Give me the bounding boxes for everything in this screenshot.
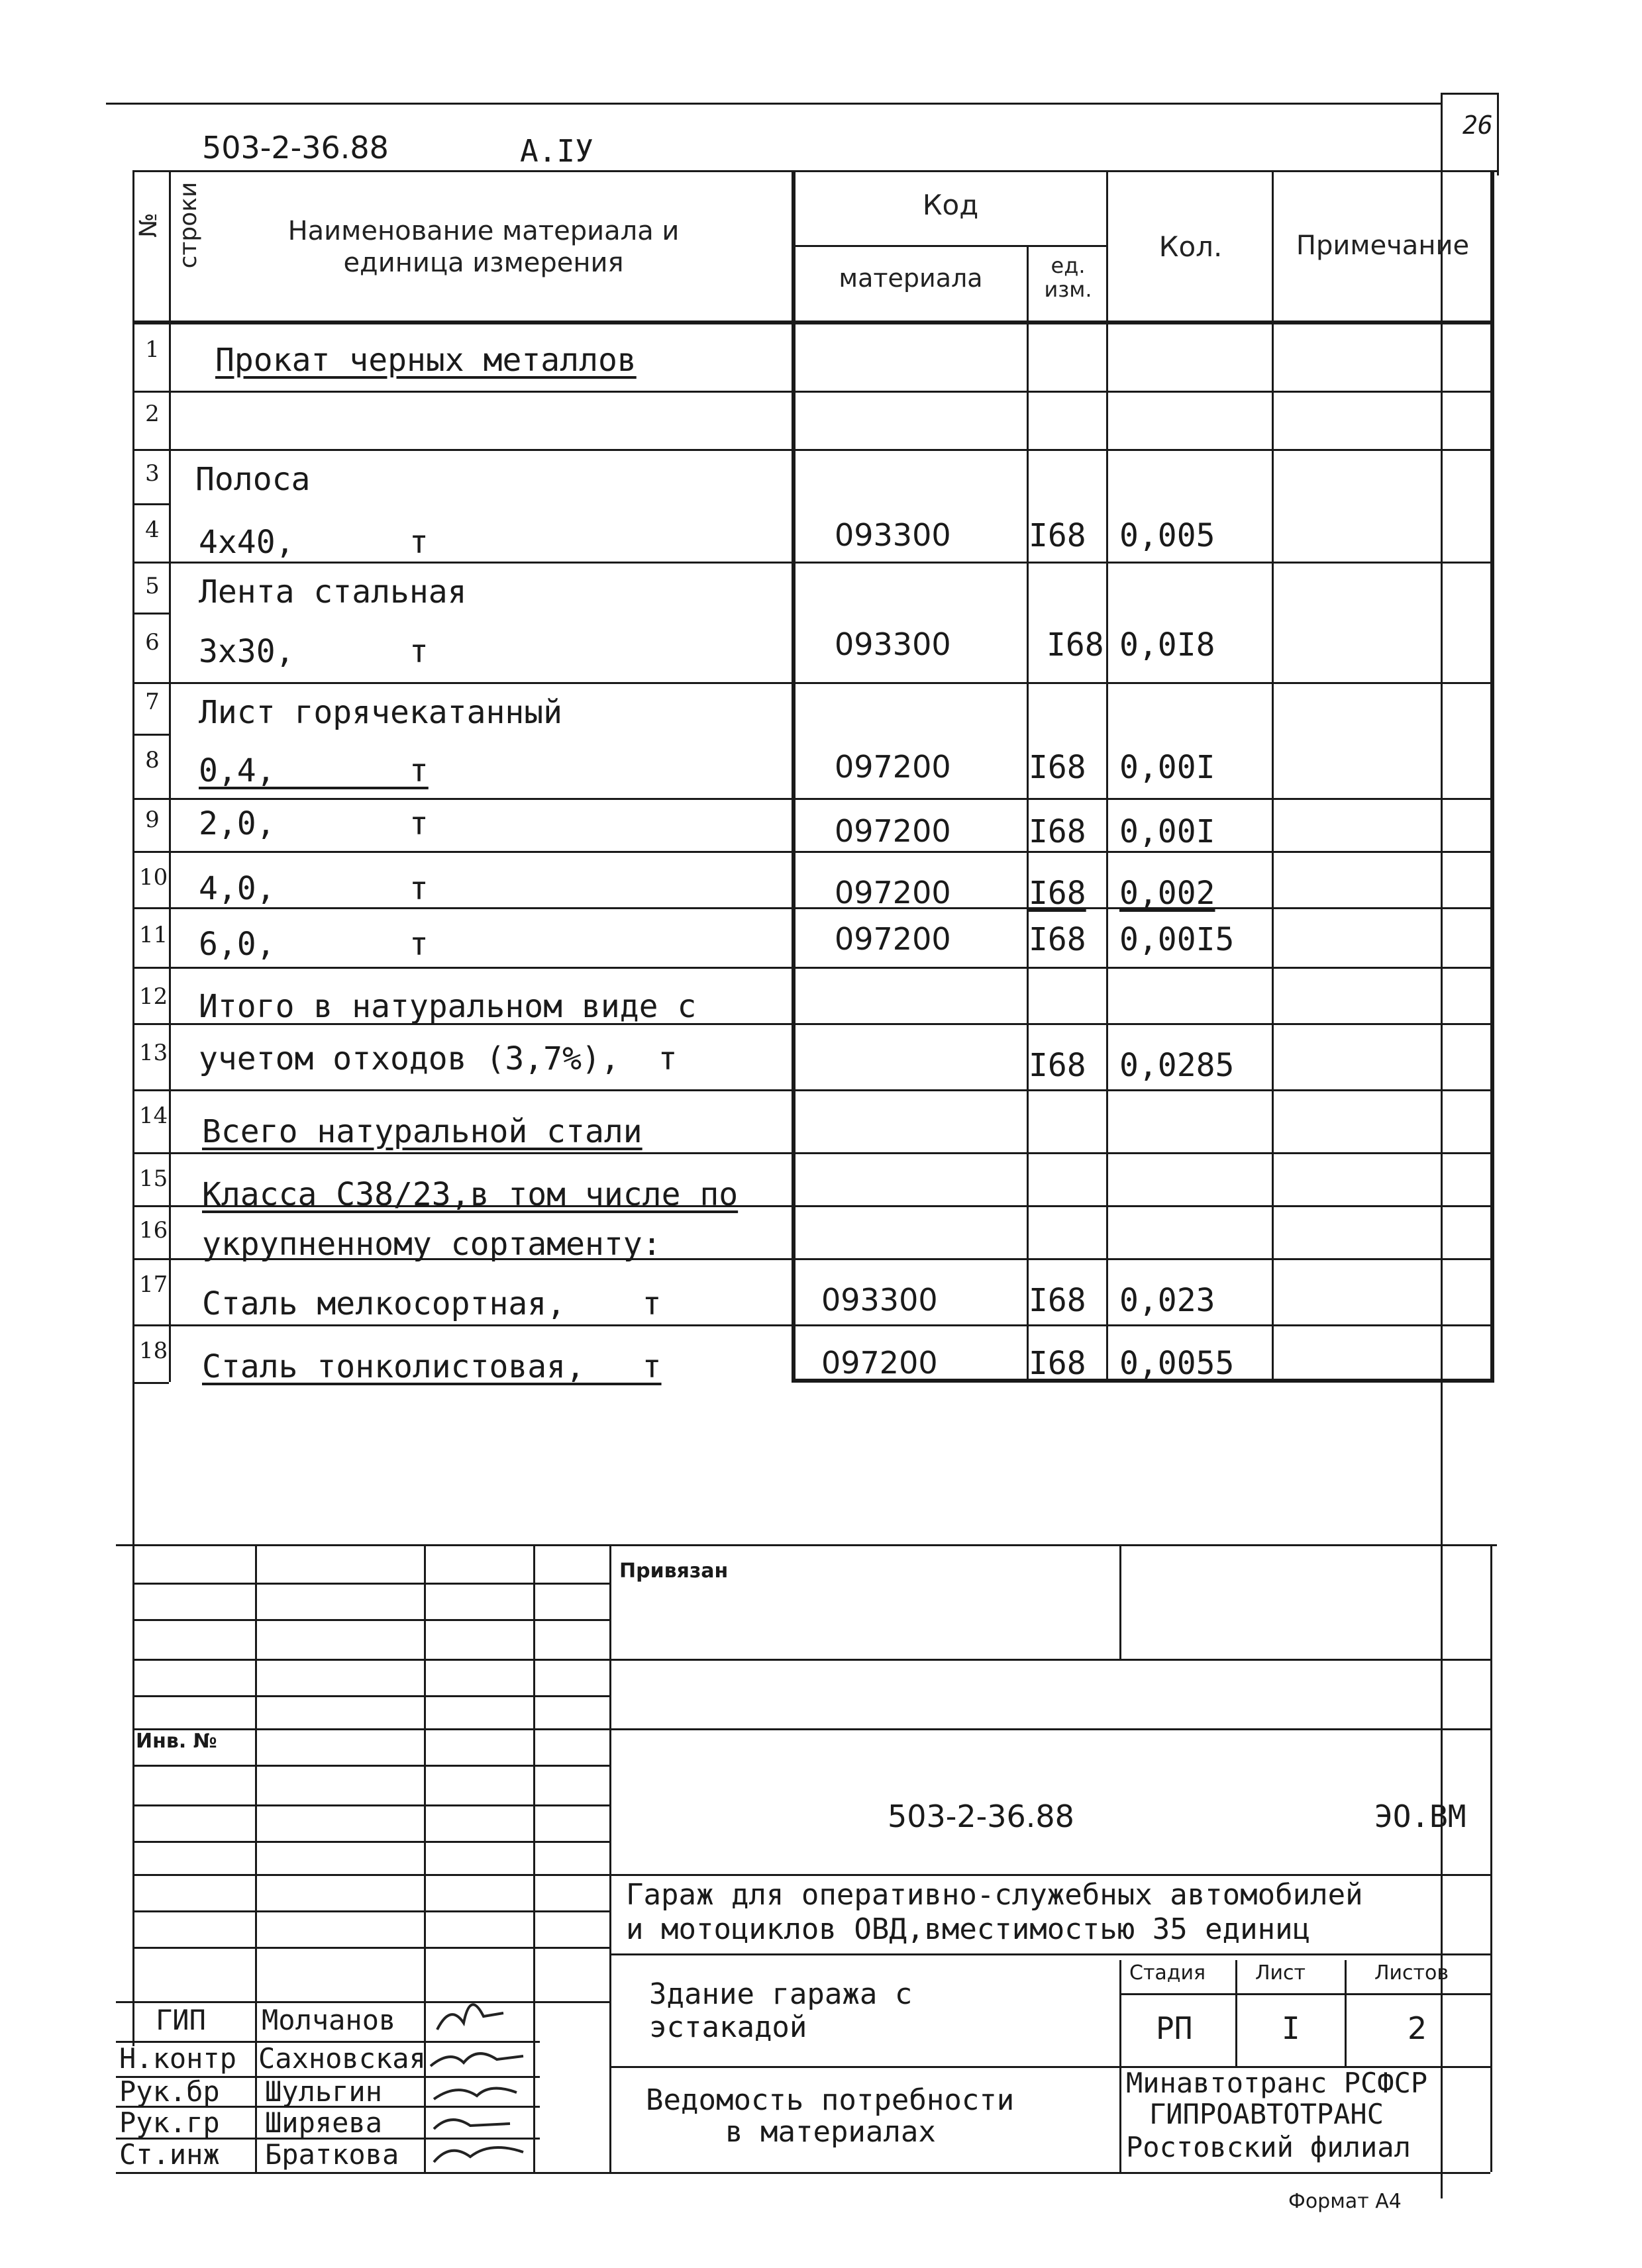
qty-value: 0,00I5 bbox=[1119, 921, 1235, 958]
col-row-no: № строки bbox=[135, 181, 202, 269]
unit-value: I68 bbox=[1029, 875, 1086, 912]
row-number: 14 bbox=[139, 1103, 168, 1129]
row-number: 7 bbox=[145, 689, 160, 715]
signer-name: Шульгин bbox=[265, 2075, 383, 2108]
stamp-right bbox=[1490, 1544, 1492, 2172]
row-name: учетом отходов (3,7%), т bbox=[199, 1040, 678, 1077]
material-code: 097200 bbox=[835, 813, 951, 849]
row-number: 9 bbox=[145, 807, 160, 833]
stamp-col bbox=[1119, 1544, 1121, 1660]
row-number: 16 bbox=[139, 1217, 168, 1244]
stamp-row bbox=[132, 1804, 609, 1806]
signatures-image bbox=[424, 1977, 537, 2169]
building-1: Здание гаража с bbox=[649, 1977, 913, 2011]
row-line bbox=[132, 907, 1490, 909]
inv-no-label: Инв. № bbox=[136, 1730, 217, 1753]
stamp-row bbox=[132, 1659, 1490, 1661]
row-name: 2,0, т bbox=[199, 805, 429, 842]
material-code: 093300 bbox=[821, 1282, 938, 1318]
code-sub-line bbox=[792, 245, 1106, 247]
signer-role: Рук.бр bbox=[119, 2075, 220, 2108]
sheet-value: I bbox=[1282, 2010, 1300, 2046]
header-section: А.IУ bbox=[520, 133, 593, 169]
unit-value: I68 bbox=[1029, 813, 1086, 850]
row-name: Класса С38/23,в том числе по bbox=[202, 1176, 739, 1213]
row-line bbox=[132, 449, 1490, 451]
stamp-row bbox=[132, 1583, 609, 1585]
stamp-row bbox=[1119, 1993, 1490, 1995]
stamp-col bbox=[609, 1544, 611, 2172]
col-qty: Кол. bbox=[1158, 230, 1223, 263]
row-line bbox=[132, 798, 1490, 800]
doc-title-1: Ведомость потребности bbox=[646, 2083, 1015, 2117]
stage-label: Стадия bbox=[1129, 1961, 1206, 1985]
stamp-col bbox=[255, 2001, 257, 2172]
qty-value: 0,00I bbox=[1119, 813, 1215, 850]
row-name: Сталь мелкосортная, т bbox=[202, 1285, 662, 1322]
qty-value: 0,0285 bbox=[1119, 1047, 1235, 1084]
header-doc-code: 503-2-36.88 bbox=[202, 130, 389, 166]
row-number: 15 bbox=[139, 1165, 168, 1192]
top-border bbox=[106, 103, 1441, 105]
row-name: Лента стальная bbox=[199, 573, 467, 611]
format-label: Формат А4 bbox=[1288, 2190, 1402, 2213]
row-name: 3х30, т bbox=[199, 633, 429, 670]
stamp-col bbox=[424, 1544, 426, 2001]
stage-value: РП bbox=[1156, 2010, 1193, 2046]
row-number: 10 bbox=[139, 864, 168, 891]
doc-title-2: в материалах bbox=[725, 2115, 936, 2149]
unit-value: I68 bbox=[1029, 921, 1086, 958]
stamp-row bbox=[609, 1953, 1490, 1955]
row-name: Лист горячекатанный bbox=[199, 694, 563, 731]
signer-name: Сахновская bbox=[258, 2042, 426, 2075]
row-name: Всего натуральной стали bbox=[202, 1113, 642, 1150]
org-1: Минавтотранс РСФСР bbox=[1126, 2067, 1428, 2099]
row-number: 17 bbox=[139, 1271, 168, 1298]
row-number: 5 bbox=[145, 573, 160, 599]
signer-name: Молчанов bbox=[262, 2004, 396, 2036]
stamp-col bbox=[255, 1544, 257, 2001]
material-code: 097200 bbox=[821, 1345, 938, 1381]
col-note: Примечание bbox=[1296, 230, 1470, 261]
unit-value: I68 bbox=[1029, 1047, 1086, 1084]
col-unit: ед. изм. bbox=[1044, 253, 1092, 302]
qty-value: 0,0055 bbox=[1119, 1345, 1235, 1382]
unit-value: I68 bbox=[1047, 626, 1104, 664]
row-line bbox=[132, 1324, 1490, 1326]
rowno-col-line bbox=[169, 170, 171, 1382]
col-material: материала bbox=[839, 264, 983, 293]
row-line bbox=[132, 391, 1490, 393]
row-number: 12 bbox=[139, 983, 168, 1010]
page-number-box-line bbox=[1497, 93, 1499, 175]
table-top bbox=[132, 170, 1497, 172]
row-line bbox=[132, 1152, 1490, 1154]
stamp-col bbox=[533, 1544, 535, 2001]
col-name: Наименование материала и единица измерения bbox=[287, 216, 680, 278]
row-number: 13 bbox=[139, 1040, 168, 1066]
row-number: 8 bbox=[145, 747, 160, 773]
row-name: Итого в натуральном виде с bbox=[199, 988, 697, 1025]
page-number-box-top bbox=[1441, 93, 1497, 95]
row-name: укрупненному сортаменту: bbox=[202, 1226, 662, 1263]
qty-value: 0,0I8 bbox=[1119, 626, 1215, 664]
project-title-2: и мотоциклов ОВД,вместимостью 35 единиц bbox=[626, 1912, 1311, 1946]
row-line bbox=[132, 682, 1490, 684]
material-code: 093300 bbox=[835, 626, 951, 662]
stamp-col bbox=[1235, 1960, 1237, 2066]
row-name: 0,4, т bbox=[199, 752, 429, 789]
header-bottom bbox=[132, 320, 1494, 324]
unit-value: I68 bbox=[1029, 517, 1086, 554]
stamp-row bbox=[132, 1841, 609, 1843]
qty-value: 0,00I bbox=[1119, 749, 1215, 786]
signer-name: Браткова bbox=[265, 2138, 399, 2171]
signer-name: Ширяева bbox=[265, 2106, 383, 2139]
stamp-bottom bbox=[116, 2172, 1490, 2174]
row-name: 4х40, т bbox=[199, 524, 429, 561]
row-line bbox=[132, 503, 169, 505]
unit-value: I68 bbox=[1029, 1345, 1086, 1382]
qty-value: 0,023 bbox=[1119, 1282, 1215, 1319]
material-code: 097200 bbox=[835, 921, 951, 957]
row-line bbox=[132, 734, 169, 736]
material-code: 093300 bbox=[835, 517, 951, 553]
stamp-mark: ЭО.ВМ bbox=[1374, 1799, 1466, 1834]
signer-role: ГИП bbox=[156, 2004, 206, 2036]
stamp-row bbox=[132, 1947, 609, 1949]
row-number: 11 bbox=[139, 922, 168, 948]
sheet-label: Лист bbox=[1255, 1961, 1306, 1985]
row-number: 18 bbox=[139, 1338, 168, 1364]
stamp-row bbox=[132, 1695, 609, 1697]
rowno-bottom bbox=[132, 1382, 169, 1384]
note-col-line bbox=[1272, 170, 1274, 1382]
signer-role: Ст.инж bbox=[119, 2138, 220, 2171]
row-number: 4 bbox=[145, 517, 160, 543]
sheets-label: Листов bbox=[1374, 1961, 1449, 1985]
row-name: Полоса bbox=[195, 461, 311, 498]
row-name: 4,0, т bbox=[199, 870, 429, 907]
signer-role: Н.контр bbox=[119, 2042, 237, 2075]
material-col-line bbox=[792, 170, 795, 1382]
sheets-value: 2 bbox=[1408, 2010, 1427, 2046]
stamp-row bbox=[132, 1619, 609, 1621]
row-name: 6,0, т bbox=[199, 926, 429, 963]
row-name: Прокат черных металлов bbox=[215, 342, 637, 379]
row-number: 6 bbox=[145, 629, 160, 656]
privyazan-label: Привязан bbox=[619, 1559, 729, 1583]
building-2: эстакадой bbox=[649, 2010, 807, 2044]
qty-value: 0,002 bbox=[1119, 875, 1215, 912]
row-name: Сталь тонколистовая, т bbox=[202, 1348, 662, 1385]
col-code: Код bbox=[922, 189, 979, 221]
stamp-row bbox=[132, 1910, 609, 1912]
stamp-row bbox=[132, 1874, 1490, 1876]
row-number: 2 bbox=[145, 401, 160, 427]
qty-col-line bbox=[1106, 170, 1108, 1382]
row-line bbox=[132, 851, 1490, 853]
row-line bbox=[132, 562, 1490, 564]
table-right bbox=[1490, 170, 1494, 1382]
row-number: 3 bbox=[145, 460, 160, 487]
right-border bbox=[1441, 93, 1443, 2198]
row-line bbox=[132, 1089, 1490, 1091]
stamp-col bbox=[1345, 1960, 1347, 2066]
row-line bbox=[132, 967, 1490, 969]
project-title-1: Гараж для оперативно-служебных автомобилей bbox=[626, 1878, 1363, 1912]
page-number: 26 bbox=[1462, 111, 1493, 140]
stamp-top bbox=[116, 1544, 1497, 1546]
material-code: 097200 bbox=[835, 749, 951, 785]
org-2: ГИПРОАВТОТРАНС bbox=[1149, 2098, 1384, 2130]
material-code: 097200 bbox=[835, 875, 951, 911]
org-3: Ростовский филиал bbox=[1126, 2131, 1411, 2163]
stamp-row bbox=[132, 1765, 609, 1767]
stamp-doc-code: 503-2-36.88 bbox=[888, 1799, 1074, 1834]
signer-role: Рук.гр bbox=[119, 2106, 220, 2139]
row-line bbox=[132, 613, 169, 615]
qty-value: 0,005 bbox=[1119, 517, 1215, 554]
unit-value: I68 bbox=[1029, 749, 1086, 786]
row-number: 1 bbox=[145, 336, 160, 363]
stamp-row bbox=[132, 1728, 1490, 1730]
unit-value: I68 bbox=[1029, 1282, 1086, 1319]
